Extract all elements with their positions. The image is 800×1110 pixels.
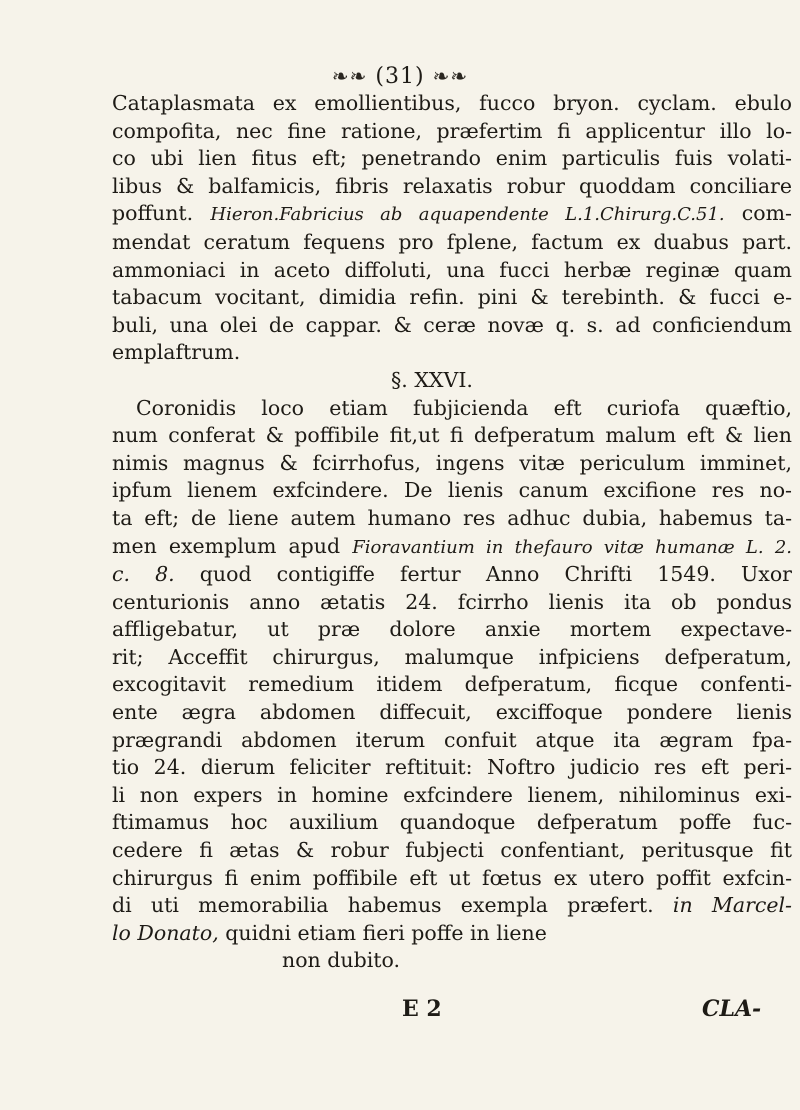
text-line: compofita, nec fine ratione, præfertim fi applicentur illo lo- [112, 118, 792, 143]
signature-mark: E 2 [402, 996, 442, 1022]
catchword: CLA- [702, 996, 762, 1022]
section-heading: §. XXVI. [391, 367, 473, 392]
text-line [112, 200, 792, 229]
text-line: tabacum vocitant, dimidia refin. pini & terebinth. & fucci e- [112, 285, 792, 310]
text-line: emplaftrum. [112, 340, 241, 365]
body-text [112, 90, 792, 975]
text-line: ammoniaci in aceto diffoluti, una fucci herbæ reginæ quam [112, 257, 792, 282]
text-fragment: men exemplum apud [112, 533, 341, 558]
text-line: co ubi lien fitus eft; penetrando enim particulis fuis volati- [112, 146, 792, 171]
text-fragment: di uti memorabilia habemus exempla præfert. [112, 893, 654, 918]
citation: Fioravantium in thefauro vitæ humanæ L. 2. [352, 536, 792, 558]
text-line [112, 920, 792, 948]
text-line: cedere fi ætas & robur fubjecti confentiant, peritusque fit [112, 838, 792, 863]
text-line: ente ægra abdomen diffecuit, exciffoque pondere lienis [112, 700, 792, 725]
text-line: li non expers in homine exfcindere lienem, nihilominus exi- [112, 782, 792, 807]
text-line: ta eft; de liene autem humano res adhuc dubia, habemus ta- [112, 505, 792, 530]
ornament-left-icon: ❧❧ [331, 64, 368, 88]
text-fragment: poffunt. [112, 201, 194, 226]
text-line: chirurgus fi enim poffibile eft ut fœtus ex utero poffit exfcin- [112, 865, 792, 890]
text-line: mendat ceratum fequens pro fplene, factum ex duabus part. [112, 229, 792, 254]
text-fragment: quod contigiffe fertur Anno Chrifti 1549. Uxor [199, 562, 792, 587]
citation: Hieron.Fabricius ab aquapendente L.1.Chirurg.C.51. [210, 204, 725, 226]
citation: c. 8. [112, 562, 175, 587]
text-line: excogitavit remedium itidem defperatum, ficque confenti- [112, 672, 792, 697]
text-fragment: quidni etiam fieri poffe in liene [225, 920, 547, 945]
text-line: prægrandi abdomen iterum confuit atque ita ægram fpa- [112, 727, 792, 752]
text-line [112, 892, 792, 920]
text-line: libus & balfamicis, fibris relaxatis robur quoddam conciliare [112, 173, 792, 198]
ornament-right-icon: ❧❧ [432, 64, 469, 88]
citation: lo Donato, [112, 920, 219, 945]
text-line: buli, una olei de cappar. & ceræ novæ q. s. ad conficiendum [112, 312, 792, 337]
page-header [0, 64, 800, 89]
text-line: Coronidis loco etiam fubjicienda eft curiofa quæftio, [136, 395, 792, 420]
text-line: rit; Acceffit chirurgus, malumque infpiciens defperatum, [112, 644, 792, 669]
text-line: tio 24. dierum feliciter reftituit: Noftro judicio res eft peri- [112, 755, 792, 780]
text-line [112, 533, 792, 562]
text-line: nimis magnus & fcirrhofus, ingens vitæ periculum imminet, [112, 450, 792, 475]
text-line: ipfum lienem exfcindere. De lienis canum excifione res no- [112, 478, 792, 503]
page-number: (31) [375, 64, 425, 89]
text-line: num conferat & poffibile fit,ut fi defperatum malum eft & lien [112, 423, 792, 448]
text-line [112, 561, 792, 589]
text-line: Cataplasmata ex emollientibus, fucco bryon. cyclam. ebulo [112, 91, 792, 115]
text-line: ftimamus hoc auxilium quandoque defperatum poffe fuc- [112, 810, 792, 835]
text-fragment: com- [741, 201, 792, 226]
text-line: non dubito. [282, 948, 401, 973]
text-line: centurionis anno ætatis 24. fcirrho lienis ita ob pondus [112, 589, 792, 614]
citation: in Marcel- [672, 893, 792, 918]
text-line: affligebatur, ut præ dolore anxie mortem expectave- [112, 617, 792, 642]
